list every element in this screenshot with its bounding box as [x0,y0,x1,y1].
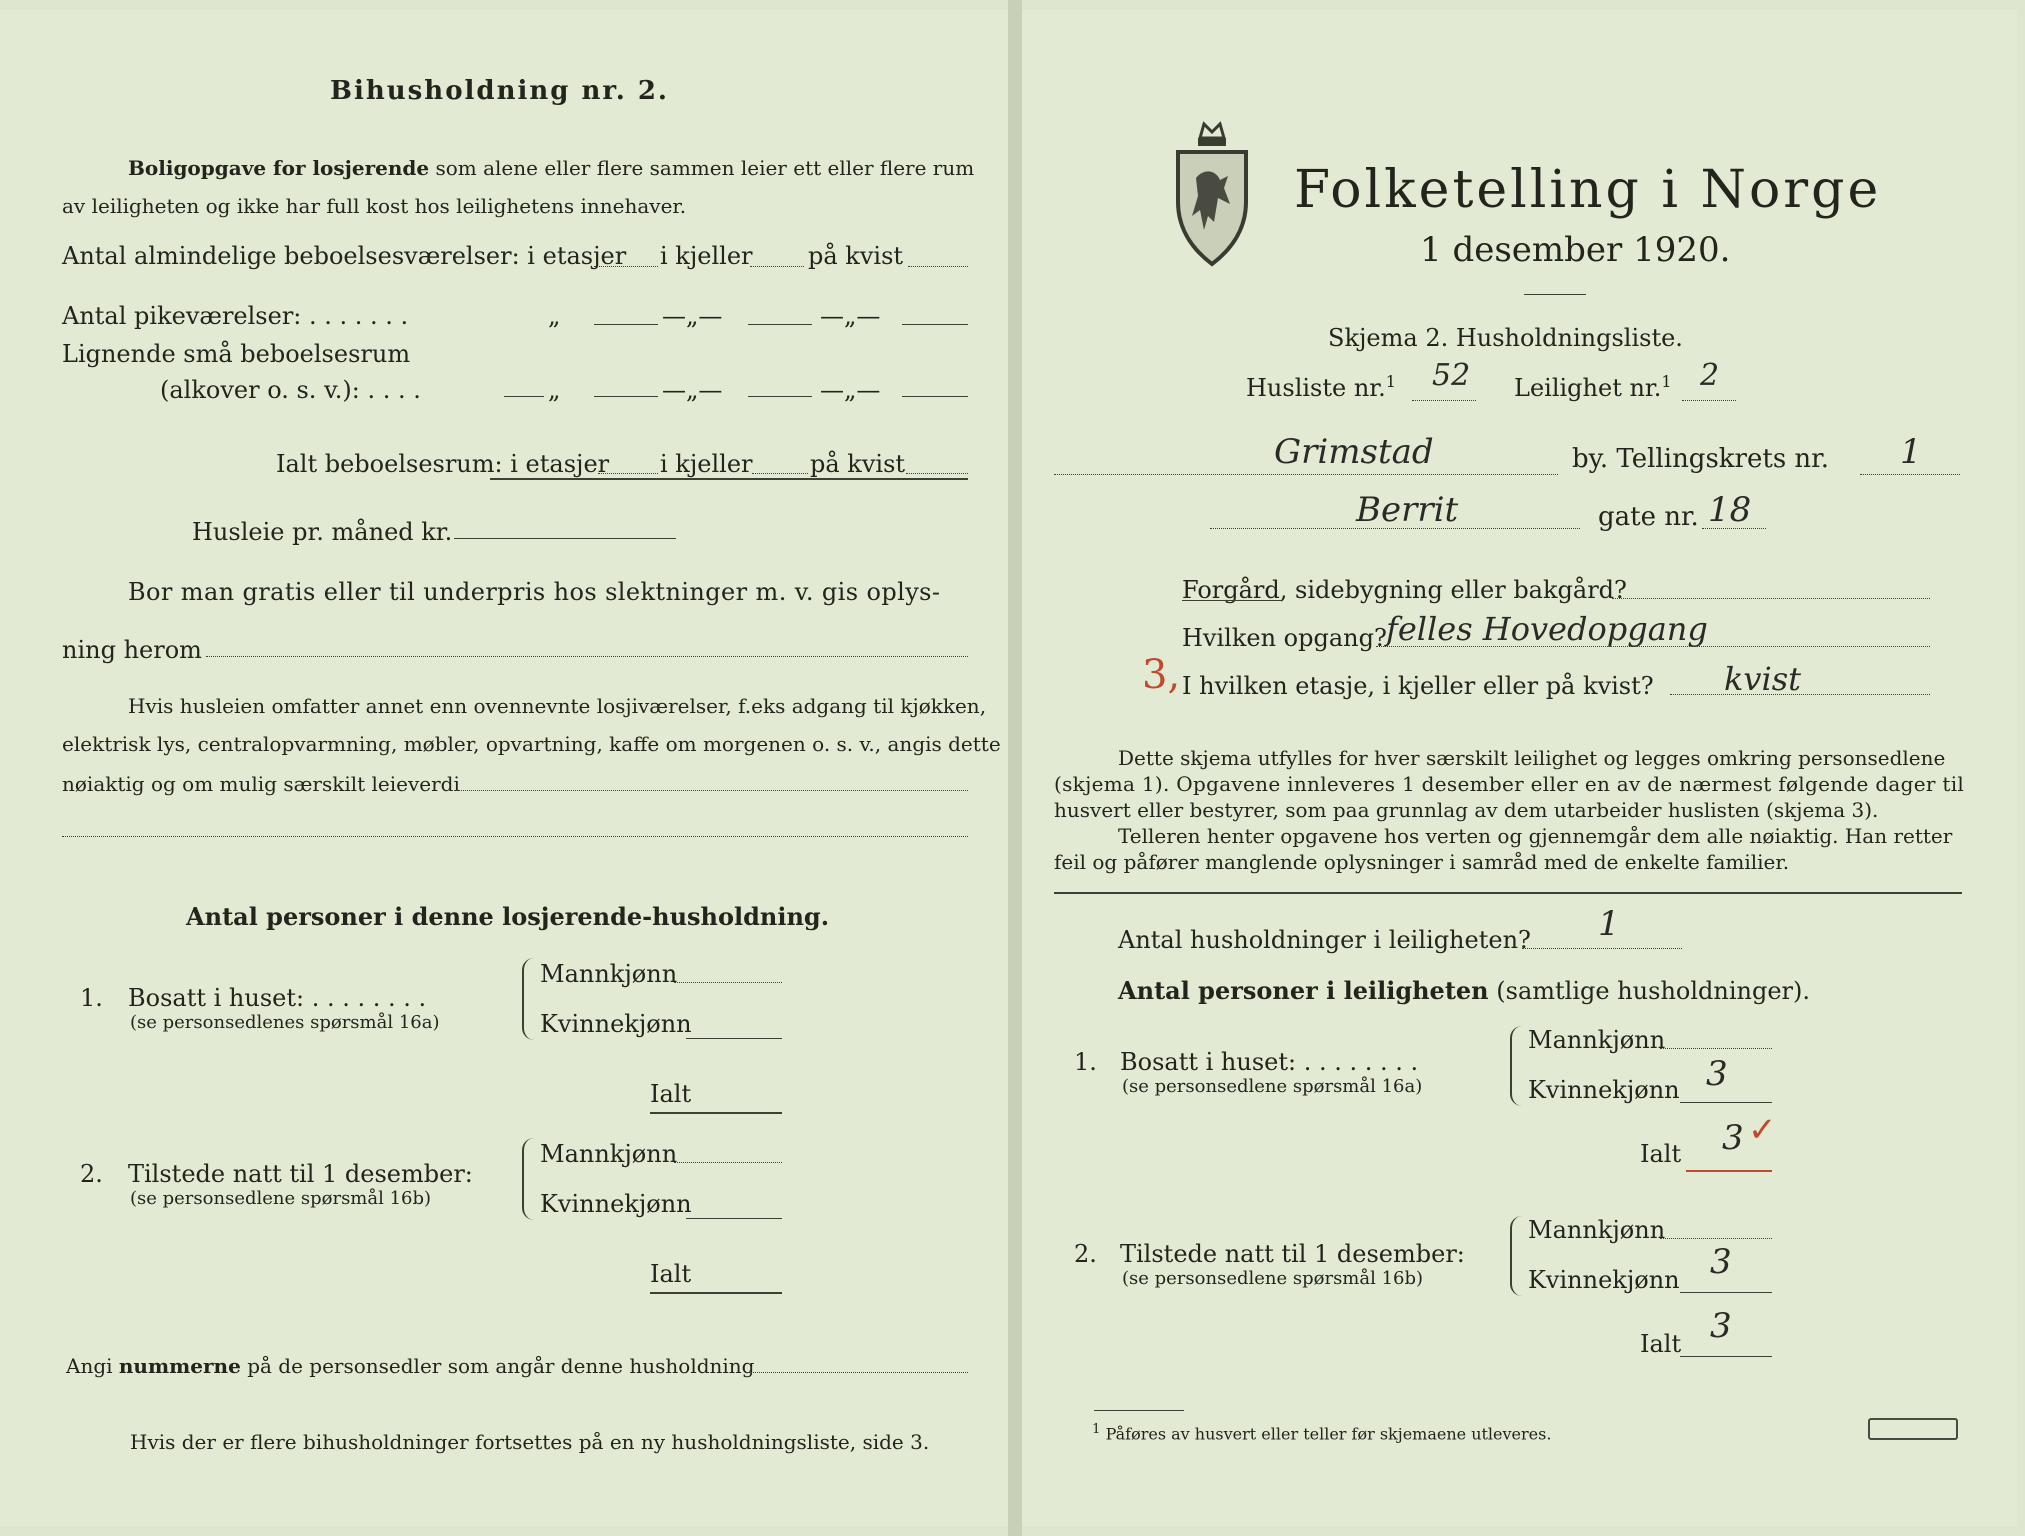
left-q1-mann-label: Mannkjønn [540,960,678,988]
right-q1-brace [1510,1026,1522,1106]
krets-value[interactable]: 1 [1900,432,1922,472]
census-date: 1 desember 1920. [1420,230,1731,270]
right-q1-sub: (se personsedlene spørsmål 16a) [1122,1076,1423,1097]
info-line-3: husvert eller bestyrer, som paa grunnlag av dem utarbeider huslisten (skjema 3). [1054,798,1879,822]
forgard-underline [1182,600,1282,601]
right-q2-brace [1510,1216,1522,1296]
husliste-label-text: Husliste nr. [1246,374,1386,402]
info-line-4: Telleren henter opgavene hos verten og gjennemgår dem alle nøiaktig. Han retter [1118,824,1953,848]
angi-rest: på de personsedler som angår denne husholdning [247,1354,755,1378]
right-q1-mann-label: Mannkjønn [1528,1026,1666,1054]
total-kvist-label: på kvist [810,450,906,478]
husliste-label [1246,372,1396,402]
gate-nr-line [1702,528,1766,529]
info-divider [1054,892,1962,894]
left-q2-sub: (se personsedlene spørsmål 16b) [130,1188,432,1209]
etasje-value[interactable]: kvist [1724,660,1801,698]
angi-line [66,1354,754,1378]
small-etasjer-line[interactable] [594,396,658,397]
left-q2-label: Tilstede natt til 1 desember: [128,1160,473,1188]
left-q1-ialt-line[interactable] [650,1112,782,1114]
households-line [1522,948,1682,949]
by-value[interactable]: Grimstad [1274,432,1434,472]
coat-of-arms-icon [1170,118,1254,268]
right-q2-ialt-line [1680,1356,1772,1357]
left-title: Bihusholdning nr. 2. [330,76,669,106]
by-krets-label: by. Tellingskrets nr. [1572,444,1830,474]
footnote [1092,1422,1551,1443]
right-q2-number: 2. [1074,1240,1097,1268]
opgang-line [1376,646,1930,647]
gate-nr-value[interactable]: 18 [1708,490,1752,530]
includes-line-3: nøiaktig og om mulig særskilt leieverdi [62,772,460,796]
right-q2-kvinne-line [1680,1292,1772,1293]
total-etasjer-line[interactable] [598,473,658,474]
includes-line-2: elektrisk lys, centralopvarmning, møbler, opvartning, kaffe om morgenen o. s. v., angis dette [62,732,1001,756]
husliste-value[interactable]: 52 [1432,358,1471,393]
rent-label: Husleie pr. måned kr. [192,518,453,546]
krets-line [1860,474,1960,475]
left-q1-mann-line[interactable] [674,982,782,983]
right-q2-mann-line[interactable] [1660,1238,1772,1239]
left-q2-mann-line[interactable] [674,1162,782,1163]
maid-ditto-1: „ [548,302,561,330]
angi-pre: Angi [66,1354,113,1378]
total-rooms-label: Ialt beboelsesrum: i etasjer [276,450,610,478]
right-q2-kvinne-value[interactable]: 3 [1710,1242,1732,1282]
forgard-line[interactable] [1612,598,1930,599]
maid-kjeller-line[interactable] [748,324,812,325]
left-page [0,10,1008,1526]
total-kvist-line[interactable] [906,473,968,474]
footnote-text: Påføres av husvert eller teller før skjemaene utleveres. [1105,1424,1552,1444]
info-line-2: (skjema 1). Opgavene innleveres 1 desember eller en av de nærmest følgende dager til [1054,772,1965,796]
maid-rooms-label: Antal pikeværelser: . . . . . . . [62,302,409,330]
left-q2-mann-label: Mannkjønn [540,1140,678,1168]
right-q1-number: 1. [1074,1048,1097,1076]
etasje-label: I hvilken etasje, i kjeller eller på kvist? [1182,672,1654,700]
info-line-1: Dette skjema utfylles for hver særskilt leilighet og legges omkring personsedlene [1118,746,1946,770]
small-ditto-3: —„— [820,376,881,404]
opgang-value[interactable]: felles Hovedopgang [1386,610,1708,648]
angi-bold: nummerne [118,1354,241,1378]
right-q1-ialt-label: Ialt [1640,1140,1682,1168]
right-q2-ialt-value[interactable]: 3 [1710,1306,1732,1346]
right-q1-label: Bosatt i huset: . . . . . . . . [1120,1048,1419,1076]
leilighet-label [1514,372,1672,402]
total-kjeller-line[interactable] [752,473,808,474]
left-q1-brace [522,958,534,1040]
left-persons-title: Antal personer i denne losjerende-husholdning. [186,902,830,931]
leilighet-value[interactable]: 2 [1700,358,1720,393]
left-q2-ialt-line[interactable] [650,1292,782,1294]
small-kvist-line[interactable] [902,396,968,397]
right-q2-kvinne-label: Kvinnekjønn [1528,1266,1680,1294]
by-line [1054,474,1558,475]
maid-etasjer-line[interactable] [594,324,658,325]
etasje-mark: 3, [1142,652,1181,698]
left-footer: Hvis der er flere bihusholdninger fortsettes på en ny husholdningsliste, side 3. [130,1430,930,1454]
right-q1-kvinne-label: Kvinnekjønn [1528,1076,1680,1104]
archive-stamp-icon [1868,1418,1958,1440]
right-q2-ialt-label: Ialt [1640,1330,1682,1358]
gate-label: gate nr. [1598,502,1699,532]
rooms-label: Antal almindelige beboelsesværelser: i etasjer [62,242,627,270]
right-q2-mann-label: Mannkjønn [1528,1216,1666,1244]
total-rooms-underline [490,478,968,480]
intro-rest: som alene eller flere sammen leier ett eller flere rum [435,156,975,180]
left-q2-brace [522,1138,534,1220]
right-q1-mann-line[interactable] [1660,1048,1772,1049]
right-persons-bold: Antal personer i leiligheten [1118,976,1489,1005]
left-q2-kvinne-line[interactable] [686,1218,782,1219]
includes-line-1: Hvis husleien omfatter annet enn ovennevnte losjiværelser, f.eks adgang til kjøkken, [128,694,987,718]
households-label: Antal husholdninger i leiligheten? [1118,926,1531,954]
maid-ditto-2: —„— [662,302,723,330]
left-q1-ialt-label: Ialt [650,1080,692,1108]
small-ditto-1: „ [548,376,561,404]
total-kjeller-label: i kjeller [660,450,753,478]
left-q1-number: 1. [80,984,103,1012]
left-q1-kvinne-line[interactable] [686,1038,782,1039]
right-q1-kvinne-value[interactable]: 3 [1706,1054,1728,1094]
left-q2-ialt-label: Ialt [650,1260,692,1288]
footnote-mark: 1 [1092,1422,1101,1437]
right-title: Folketelling i Norge [1294,160,1882,220]
left-q1-kvinne-label: Kvinnekjønn [540,1010,692,1038]
leilighet-footnote-mark: 1 [1661,372,1672,391]
rooms-kvist-label: på kvist [808,242,904,270]
gate-line [1210,528,1580,529]
maid-kvist-line[interactable] [902,324,968,325]
left-q1-label: Bosatt i huset: . . . . . . . . [128,984,427,1012]
angi-value-line[interactable] [746,1372,968,1373]
rooms-kjeller-line[interactable] [750,266,804,267]
maid-ditto-3: —„— [820,302,881,330]
info-line-5: feil og påfører manglende oplysninger i samråd med de enkelte familier. [1054,850,1790,874]
rooms-kvist-line[interactable] [908,266,968,267]
right-q1-check-mark: ✓ [1748,1110,1777,1150]
intro-bold: Boligopgave for losjerende [128,156,430,180]
small-ditto-2: —„— [662,376,723,404]
schema-label: Skjema 2. Husholdningsliste. [1328,324,1683,352]
includes-value-line[interactable] [456,790,968,791]
rent-line[interactable] [454,538,676,539]
right-q2-sub: (se personsedlene spørsmål 16b) [1122,1268,1424,1289]
gate-value[interactable]: Berrit [1356,490,1459,530]
rooms-etasjer-line[interactable] [594,266,658,267]
leilighet-line [1682,400,1736,401]
right-persons-rest: (samtlige husholdninger). [1496,977,1811,1005]
left-q1-sub: (se personsedlenes spørsmål 16a) [130,1012,440,1033]
opgang-label: Hvilken opgang? [1182,624,1387,652]
footnote-rule [1094,1410,1184,1411]
page-fold [1008,0,1022,1536]
right-q1-ialt-red-underline [1686,1170,1772,1172]
husliste-footnote-mark: 1 [1385,372,1396,391]
small-kjeller-line[interactable] [748,396,812,397]
small-rooms-label-1: Lignende små beboelsesrum [62,340,411,368]
includes-extra-line[interactable] [62,836,968,837]
small-rooms-label-2: (alkover o. s. v.): . . . . [160,376,421,404]
etasje-line [1670,694,1930,695]
leilighet-label-text: Leilighet nr. [1514,374,1662,402]
right-persons-title [1118,976,1810,1005]
relatives-line-2: ning herom [62,636,202,664]
right-q1-kvinne-line [1680,1102,1772,1103]
right-q2-label: Tilstede natt til 1 desember: [1120,1240,1465,1268]
rooms-kjeller-label: i kjeller [660,242,753,270]
relatives-line[interactable] [206,656,968,657]
households-value[interactable]: 1 [1598,904,1620,944]
small-pre-line[interactable] [504,396,544,397]
relatives-line-1: Bor man gratis eller til underpris hos slektninger m. v. gis oplys- [128,578,941,606]
left-q2-kvinne-label: Kvinnekjønn [540,1190,692,1218]
husliste-line [1412,400,1476,401]
intro-line-1 [128,156,974,180]
title-rule [1524,294,1586,295]
left-q2-number: 2. [80,1160,103,1188]
forgard-question: Forgård, sidebygning eller bakgård? [1182,576,1627,604]
right-q1-ialt-value[interactable]: 3 [1722,1118,1744,1158]
intro-line-2: av leiligheten og ikke har full kost hos leilighetens innehaver. [62,194,687,218]
